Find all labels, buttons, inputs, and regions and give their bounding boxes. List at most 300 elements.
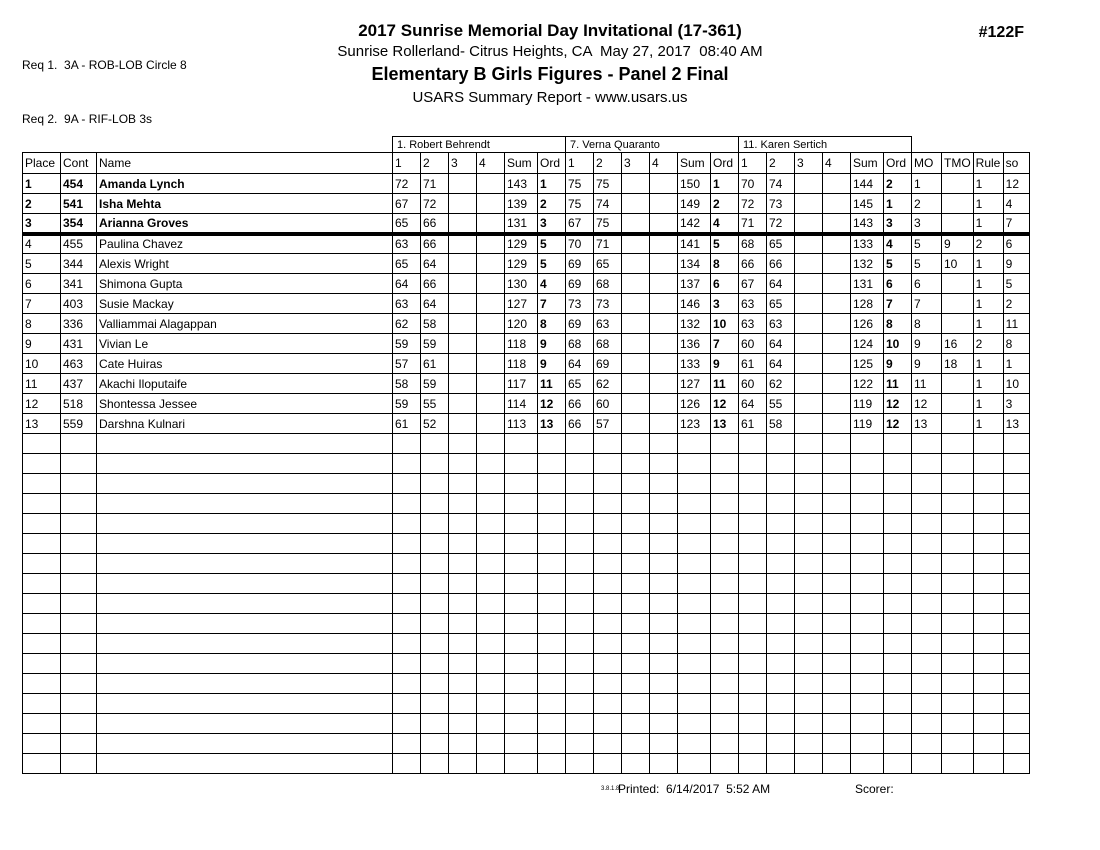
score-cell [650,254,678,274]
empty-cell [1003,734,1029,754]
score-cell [795,214,823,234]
empty-cell [23,614,61,634]
sum-cell: 120 [505,314,538,334]
sum-cell: 119 [851,394,884,414]
score-cell [622,294,650,314]
empty-cell [566,474,594,494]
score-cell [650,174,678,194]
empty-cell [795,434,823,454]
score-cell: 64 [566,354,594,374]
empty-cell [823,674,851,694]
judge-header-row [23,137,1030,153]
empty-row [23,694,1030,714]
empty-cell [711,554,739,574]
empty-cell [477,714,505,734]
score-cell [622,314,650,334]
empty-cell [795,494,823,514]
empty-cell [449,714,477,734]
ord-cell: 2 [538,194,566,214]
empty-cell [711,434,739,454]
empty-cell [622,554,650,574]
empty-cell [23,534,61,554]
empty-cell [650,674,678,694]
empty-cell [1003,754,1029,774]
mo-cell: 2 [912,194,942,214]
score-cell: 58 [767,414,795,434]
empty-cell [973,634,1003,654]
sum-cell: 144 [851,174,884,194]
empty-cell [678,474,711,494]
score-cell: 64 [767,354,795,374]
empty-cell [505,634,538,654]
empty-cell [393,614,421,634]
empty-cell [566,594,594,614]
empty-cell [97,754,393,774]
judge-name: 7. Verna Quaranto [566,137,739,153]
score-cell [650,394,678,414]
empty-cell [505,454,538,474]
empty-cell [767,454,795,474]
score-cell [795,334,823,354]
column-header: Rule [973,153,1003,174]
ord-cell: 1 [538,174,566,194]
empty-cell [795,534,823,554]
empty-cell [650,554,678,574]
column-header: so [1003,153,1029,174]
empty-cell [711,714,739,734]
empty-row [23,454,1030,474]
empty-cell [650,734,678,754]
empty-cell [912,554,942,574]
empty-cell [711,654,739,674]
empty-cell [61,654,97,674]
sum-cell: 132 [678,314,711,334]
ord-cell: 12 [884,394,912,414]
empty-cell [566,714,594,734]
empty-cell [739,454,767,474]
empty-cell [973,494,1003,514]
empty-cell [421,494,449,514]
empty-cell [622,694,650,714]
sum-cell: 132 [851,254,884,274]
empty-cell [61,734,97,754]
score-cell [795,374,823,394]
empty-cell [594,754,622,774]
table-row [23,374,1030,394]
score-cell [477,314,505,334]
score-cell [449,374,477,394]
empty-cell [538,454,566,474]
empty-cell [711,494,739,514]
empty-cell [823,554,851,574]
empty-cell [912,434,942,454]
empty-cell [851,634,884,654]
score-cell: 59 [393,334,421,354]
empty-cell [851,614,884,634]
ord-cell: 13 [711,414,739,434]
so-cell: 8 [1003,334,1029,354]
score-cell [823,234,851,254]
empty-cell [767,554,795,574]
rule-cell: 1 [973,394,1003,414]
empty-cell [594,494,622,514]
empty-cell [421,654,449,674]
empty-cell [61,574,97,594]
empty-cell [942,474,974,494]
empty-cell [622,594,650,614]
score-cell [823,254,851,274]
score-cell: 55 [767,394,795,414]
score-cell [650,374,678,394]
empty-cell [97,494,393,514]
score-cell: 60 [739,334,767,354]
empty-cell [767,754,795,774]
empty-cell [912,474,942,494]
empty-cell [449,514,477,534]
empty-cell [538,634,566,654]
empty-cell [421,594,449,614]
empty-cell [421,754,449,774]
column-header: TMO [942,153,974,174]
empty-cell [477,474,505,494]
name-cell: Akachi Iloputaife [97,374,393,394]
scorer-label: Scorer: [855,782,894,796]
so-cell: 3 [1003,394,1029,414]
table-row [23,254,1030,274]
contestant-number-cell: 455 [61,234,97,254]
score-cell [449,294,477,314]
mo-cell: 6 [912,274,942,294]
empty-cell [767,574,795,594]
rule-cell: 1 [973,214,1003,234]
score-cell: 70 [739,174,767,194]
empty-cell [1003,694,1029,714]
empty-cell [449,574,477,594]
empty-cell [823,494,851,514]
empty-cell [851,534,884,554]
empty-cell [851,554,884,574]
empty-cell [421,634,449,654]
score-cell: 72 [421,194,449,214]
score-cell: 75 [566,174,594,194]
empty-cell [678,534,711,554]
empty-cell [449,694,477,714]
empty-cell [97,674,393,694]
ord-cell: 12 [884,414,912,434]
mo-cell: 1 [912,174,942,194]
empty-cell [505,534,538,554]
ord-cell: 5 [538,234,566,254]
sum-cell: 117 [505,374,538,394]
empty-cell [622,654,650,674]
empty-cell [566,434,594,454]
table-row [23,334,1030,354]
score-cell: 66 [566,394,594,414]
empty-cell [393,754,421,774]
empty-cell [851,754,884,774]
table-row [23,234,1030,254]
column-header: 4 [477,153,505,174]
empty-cell [594,514,622,534]
empty-cell [884,654,912,674]
sum-cell: 122 [851,374,884,394]
empty-cell [973,474,1003,494]
empty-cell [61,474,97,494]
score-cell: 69 [594,354,622,374]
empty-cell [393,674,421,694]
sum-cell: 134 [678,254,711,274]
empty-cell [795,654,823,674]
sum-cell: 139 [505,194,538,214]
column-header: 2 [421,153,449,174]
empty-cell [678,754,711,774]
name-cell: Susie Mackay [97,294,393,314]
empty-cell [477,694,505,714]
empty-cell [505,574,538,594]
so-cell: 2 [1003,294,1029,314]
empty-cell [739,514,767,534]
sum-cell: 133 [851,234,884,254]
empty-cell [795,554,823,574]
score-cell: 70 [566,234,594,254]
contestant-number-cell: 354 [61,214,97,234]
empty-cell [650,714,678,734]
empty-cell [421,574,449,594]
empty-cell [1003,434,1029,454]
score-cell [823,394,851,414]
empty-cell [393,574,421,594]
empty-row [23,654,1030,674]
sum-cell: 129 [505,254,538,274]
empty-row [23,514,1030,534]
empty-cell [622,714,650,734]
mo-cell: 9 [912,354,942,374]
table-row [23,194,1030,214]
empty-cell [678,574,711,594]
empty-cell [477,574,505,594]
ord-cell: 11 [711,374,739,394]
empty-cell [97,714,393,734]
ord-cell: 5 [884,254,912,274]
score-cell [449,274,477,294]
place-cell: 8 [23,314,61,334]
empty-cell [393,454,421,474]
score-cell: 68 [566,334,594,354]
empty-cell [678,614,711,634]
empty-cell [61,434,97,454]
score-cell: 64 [421,254,449,274]
empty-cell [23,634,61,654]
empty-cell [973,654,1003,674]
empty-cell [973,754,1003,774]
empty-cell [622,674,650,694]
ord-cell: 1 [884,194,912,214]
empty-cell [393,554,421,574]
name-cell: Valliammai Alagappan [97,314,393,334]
sum-cell: 150 [678,174,711,194]
empty-cell [538,734,566,754]
empty-cell [739,694,767,714]
empty-cell [678,494,711,514]
score-cell [477,374,505,394]
sum-cell: 129 [505,234,538,254]
empty-cell [678,734,711,754]
empty-cell [449,534,477,554]
empty-cell [566,634,594,654]
empty-cell [566,574,594,594]
empty-cell [477,554,505,574]
empty-cell [678,454,711,474]
empty-cell [912,594,942,614]
empty-cell [505,714,538,734]
empty-cell [767,694,795,714]
sum-cell: 118 [505,354,538,374]
column-header: Sum [678,153,711,174]
score-cell: 75 [566,194,594,214]
score-cell [823,334,851,354]
empty-cell [912,674,942,694]
empty-cell [393,654,421,674]
empty-cell [851,514,884,534]
place-cell: 1 [23,174,61,194]
score-cell: 61 [739,414,767,434]
empty-cell [622,634,650,654]
empty-cell [594,434,622,454]
ord-cell: 5 [538,254,566,274]
empty-cell [1003,654,1029,674]
empty-cell [477,654,505,674]
mo-cell: 13 [912,414,942,434]
score-cell: 66 [566,414,594,434]
empty-cell [884,754,912,774]
sum-cell: 131 [505,214,538,234]
score-cell [795,274,823,294]
score-cell: 62 [393,314,421,334]
empty-cell [393,534,421,554]
rule-cell: 1 [973,194,1003,214]
empty-cell [97,694,393,714]
empty-cell [538,754,566,774]
empty-cell [795,694,823,714]
empty-cell [449,594,477,614]
empty-cell [1003,554,1029,574]
rule-cell: 1 [973,354,1003,374]
empty-cell [942,654,974,674]
score-cell [622,354,650,374]
sum-cell: 127 [505,294,538,314]
score-cell [477,334,505,354]
rule-cell: 1 [973,314,1003,334]
printed-timestamp: Printed: 6/14/2017 5:52 AM [618,782,771,796]
ord-cell: 12 [711,394,739,414]
empty-cell [421,694,449,714]
table-row [23,394,1030,414]
empty-cell [477,634,505,654]
empty-cell [505,554,538,574]
empty-row [23,674,1030,694]
score-cell [622,254,650,274]
score-cell [477,214,505,234]
empty-cell [538,574,566,594]
empty-cell [678,634,711,654]
score-cell [449,334,477,354]
score-cell: 72 [393,174,421,194]
contestant-number-cell: 541 [61,194,97,214]
column-header: 4 [650,153,678,174]
ord-cell: 7 [884,294,912,314]
score-cell [795,294,823,314]
judge-row-spacer-right [912,137,1030,153]
score-cell [823,374,851,394]
ord-cell: 4 [538,274,566,294]
tmo-cell: 18 [942,354,974,374]
empty-cell [393,714,421,734]
sum-cell: 119 [851,414,884,434]
empty-cell [851,434,884,454]
empty-cell [622,434,650,454]
empty-cell [942,614,974,634]
empty-cell [912,694,942,714]
sum-cell: 141 [678,234,711,254]
empty-cell [477,754,505,774]
empty-cell [1003,634,1029,654]
so-cell: 5 [1003,274,1029,294]
empty-cell [449,614,477,634]
column-header: 3 [622,153,650,174]
empty-cell [795,454,823,474]
score-cell: 64 [767,334,795,354]
ord-cell: 11 [538,374,566,394]
empty-cell [823,514,851,534]
score-cell [477,414,505,434]
empty-cell [97,514,393,534]
empty-cell [622,494,650,514]
empty-cell [851,474,884,494]
empty-cell [650,594,678,614]
column-header: Ord [711,153,739,174]
score-cell: 61 [739,354,767,374]
empty-cell [912,654,942,674]
score-cell [477,354,505,374]
empty-cell [97,534,393,554]
sum-cell: 136 [678,334,711,354]
empty-cell [711,454,739,474]
empty-cell [767,634,795,654]
score-cell: 64 [767,274,795,294]
sum-cell: 126 [851,314,884,334]
column-header: Ord [538,153,566,174]
empty-cell [739,594,767,614]
sum-cell: 131 [851,274,884,294]
empty-cell [393,514,421,534]
empty-cell [622,734,650,754]
ord-cell: 12 [538,394,566,414]
empty-cell [739,734,767,754]
contestant-number-cell: 341 [61,274,97,294]
sum-cell: 133 [678,354,711,374]
ord-cell: 9 [538,354,566,374]
empty-cell [678,554,711,574]
empty-cell [23,574,61,594]
empty-cell [711,514,739,534]
mo-cell: 8 [912,314,942,334]
score-cell [650,294,678,314]
empty-cell [97,634,393,654]
score-cell [477,394,505,414]
score-cell [650,234,678,254]
empty-cell [594,714,622,734]
empty-cell [505,514,538,534]
